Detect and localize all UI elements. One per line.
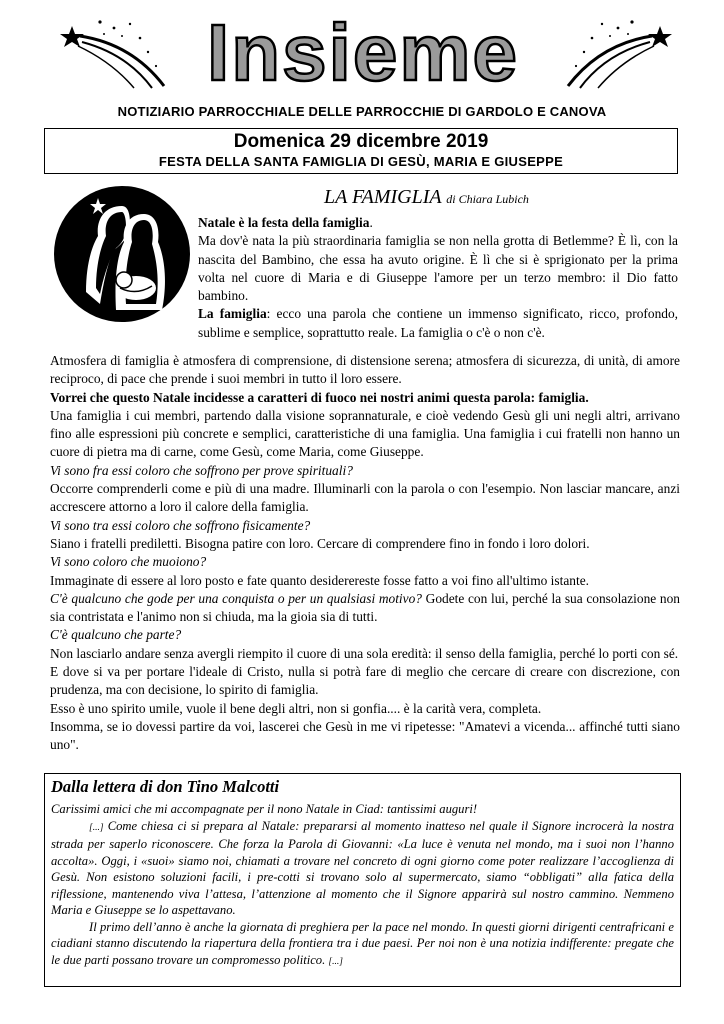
letter-paragraph: [...] Come chiesa ci si prepara al Natale: prepararsi al momento inatteso nel quale il Signore incrocerà la nostra strada per saperlo riconoscere. Che forza la Parola di Giovanni: «La luce è venuta nel mondo, ma i suoi non l’hanno accolta». Oggi, i «suoi» siamo noi, chiamati a trovare nel concreto di ogni giorno come poter realizzare l’accoglienza di Gesù. Non esistono soluzioni facili, i pre-cotti si trovano solo al supermercato, siamo “obbligati” alla fatica della riflessione, mantenendo viva l’attesa, l’attenzione al momento che il Signore apparirà sul nostro cammino. Nemmeno Maria e Giuseppe se lo aspettavano. [51,818,674,917]
intro-paragraph: Ma dov'è nata la più straordinaria famiglia se non nella grotta di Betlemme? È lì, con la nascita del Bambino, che essa ha avuto origine. È lì che si è sprigionato per la prima volta nel cuore di Maria e di Giuseppe l'amore per un terzo membro: il Dio fatto bambino. [198,233,678,304]
body-paragraph: Esso è uno spirito umile, vuole il bene degli altri, non si gonfia.... è la carità vera, completa. [50,700,542,716]
body-paragraph: Immaginate di essere al loro posto e fate quanto desiderereste fosse fatto a voi fino all'ultimo istante. [50,572,589,588]
article-title-text: LA FAMIGLIA [324,186,442,208]
body-paragraph: Occorre comprenderli come e più di una madre. Illuminarli con la parola o con l'esempio. Non lasciar mancare, anzi accrescere attorno a loro il calore della famiglia. [50,481,680,515]
body-question: C'è qualcuno che parte? [50,627,182,643]
letter-body [51,801,674,970]
body-paragraph: E dove si va per portare l'ideale di Cristo, nulla si potrà fare di meglio che cercare di creare con discrezione, con prudenza, ma con decisione, lo spirito di famiglia. [50,664,680,698]
intro-paragraph: La famiglia: ecco una parola che contiene un immenso significato, ricco, profondo, sublime e semplice, soprattutto reale. La famiglia o c'è o non c'è. [198,306,678,340]
holy-family-illustration [52,184,192,324]
body-paragraph: Non lasciarlo andare senza avergli riempito il cuore di una sola eredità: il senso della famiglia, perché lo porti con sé. [50,645,679,661]
shooting-star-right-icon [560,14,680,94]
issue-date: Domenica 29 dicembre 2019 [233,131,489,152]
shooting-star-left-icon [52,14,172,94]
masthead-subtitle: NOTIZIARIO PARROCCHIALE DELLE PARROCCHIE DI GARDOLO E CANOVA [117,104,607,119]
letter-greeting: Carissimi amici che mi accompagnate per il nono Natale in Ciad: tantissimi auguri! [51,802,478,816]
body-paragraph: C'è qualcuno che gode per una conquista o per un qualsiasi motivo? Godete con lui, perché la sua consolazione non sia contristata e l'animo non si chiuda, ma la gioia sia di tutti. [50,590,680,625]
intro-paragraph: Natale è la festa della famiglia. [198,215,373,230]
body-paragraph: Una famiglia i cui membri, partendo dalla visione soprannaturale, e cioè vedendo Gesù gli uni negli altri, arrivano fino alle espressioni più concrete e semplici, caratteristiche di una famiglia. Una famiglia i cui fratelli non hanno un cuore di pietra ma di carne, come Gesù, come Maria, come Giuseppe. [50,407,680,460]
masthead [0,0,724,100]
feast-title: FESTA DELLA SANTA FAMIGLIA DI GESÙ, MARIA E GIUSEPPE [158,154,564,169]
body-paragraph: Insomma, se io dovessi partire da voi, lascerei che Gesù in me vi ripetesse: "Amatevi a vicenda... affinché tutti siano uno". [50,718,680,753]
body-question: Vi sono tra essi coloro che soffrono fisicamente? [50,517,311,533]
body-question: Vi sono fra essi coloro che soffrono per prove spirituali? [50,462,353,478]
body-paragraph: Atmosfera di famiglia è atmosfera di comprensione, di distensione serena; atmosfera di sicurezza, di unità, di amore reciproco, di pace che prende i suoi membri in tutto il loro essere. [50,353,680,387]
body-paragraph: Siano i fratelli prediletti. Bisogna patire con loro. Cercare di comprendere fino in fondo i loro dolori. [50,535,590,551]
letter-box [44,773,681,987]
svg-text:Insieme: Insieme [207,12,519,92]
article-title [324,186,529,209]
body-paragraph: Vorrei che questo Natale incidesse a caratteri di fuoco nei nostri animi questa parola: famiglia. [50,389,589,405]
article-body [50,352,680,755]
article-intro [198,214,678,342]
letter-title: Dalla lettera di don Tino Malcotti [51,777,280,796]
date-box [44,128,678,174]
body-question: Vi sono coloro che muoiono? [50,554,207,570]
article-author: di Chiara Lubich [446,192,529,206]
masthead-title [198,12,528,92]
letter-paragraph: Il primo dell’anno è anche la giornata di preghiera per la pace nel mondo. In questi giorni dirigenti centrafricani e ciadiani stanno discutendo la riapertura della frontiera tra i due paesi. Per noi non è una notizia indifferente: pregate che le due parti possano trovare un compromesso politico. [...] [51,919,674,967]
